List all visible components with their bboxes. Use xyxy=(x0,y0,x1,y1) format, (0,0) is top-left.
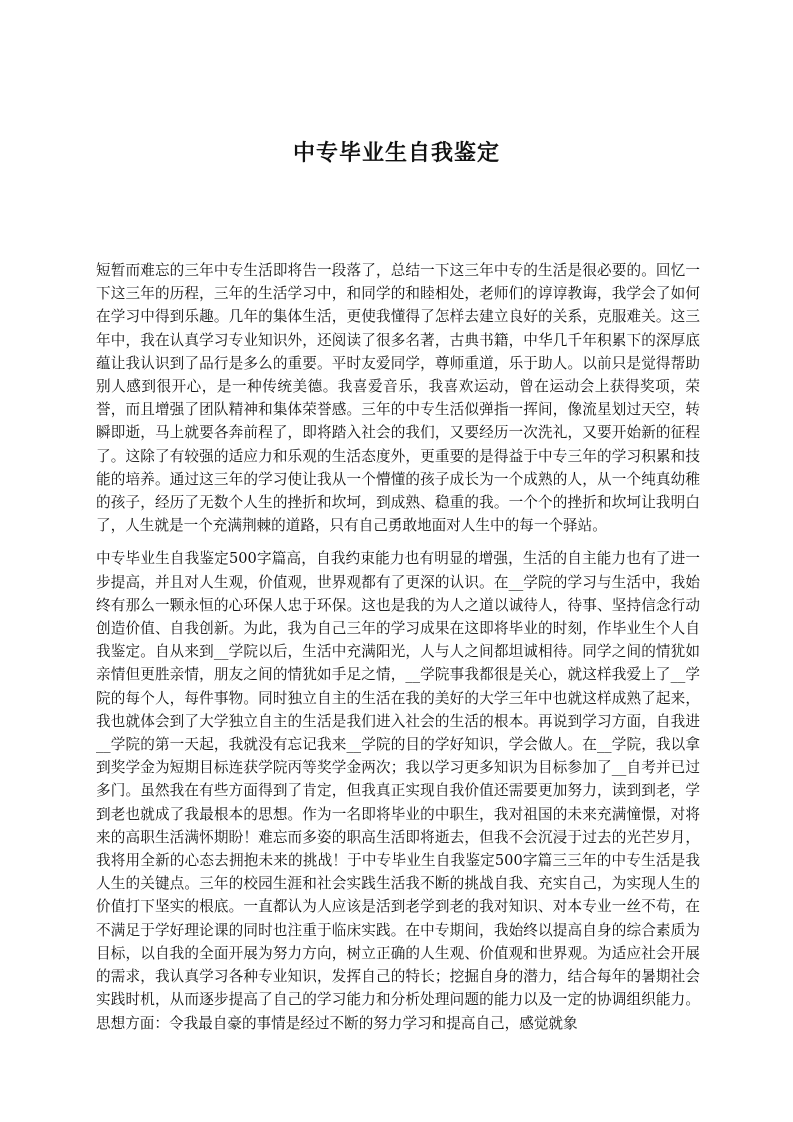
paragraph-2: 中专毕业生自我鉴定500字篇高，自我约束能力也有明显的增强，生活的自主能力也有了进一步提高，并且对人生观，价值观，世界观都有了更深的认识。在__学院的学习与生活中，我始终有那么一颗永恒的心环保人忠于环保。这也是我的为人之道以诚待人，待事、坚持信念行动创造价值、自我创新。为此，我为自己三年的学习成果在这即将毕业的时刻，作毕业生个人自我鉴定。自从来到__学院以后，生活中充满阳光，人与人之间都坦诚相待。同学之间的情犹如亲情但更胜亲情，朋友之间的情犹如手足之情，__学院事我都很是关心，就这样我爱上了__学院的每个人，每件事物。同时独立自主的生活在我的美好的大学三年中也就这样成熟了起来，我也就体会到了大学独立自主的生活是我们进入社会的生活的根本。再说到学习方面，自我进__学院的第一天起，我就没有忘记我来__学院的目的学好知识，学会做人。在__学院，我以拿到奖学金为短期目标连获学院丙等奖学金两次；我以学习更多知识为目标参加了__自考并已过多门。虽然我在有些方面得到了肯定，但我真正实现自我价值还需要更加努力，读到到老，学到老也就成了我最根本的思想。作为一名即将毕业的中职生，我对祖国的未来充满憧憬，对将来的高职生活满怀期盼！难忘而多姿的职高生活即将逝去，但我不会沉浸于过去的光芒岁月，我将用全新的心态去拥抱未来的挑战！于中专毕业生自我鉴定500字篇三三年的中专生活是我人生的关键点。三年的校园生涯和社会实践生活我不断的挑战自我、充实自己，为实现人生的价值打下坚实的根底。一直都认为人应该是活到老学到老的我对知识、对本专业一丝不苟，在不满足于学好理论课的同时也注重于临床实践。在中专期间，我始终以提高自身的综合素质为目标，以自我的全面开展为努力方向，树立正确的人生观、价值观和世界观。为适应社会开展的需求，我认真学习各种专业知识，发挥自己的特长；挖掘自身的潜力，结合每年的暑期社会实践时机，从而逐步提高了自己的学习能力和分析处理问题的能力以及一定的协调组织能力。思想方面：令我最自豪的事情是经过不断的努力学习和提高自己，感觉就象 xyxy=(96,550,700,1032)
document-title: 中专毕业生自我鉴定 xyxy=(292,141,500,166)
paragraph-1: 短暂而难忘的三年中专生活即将告一段落了，总结一下这三年中专的生活是很必要的。回忆一下这三年的历程，三年的生活学习中，和同学的和睦相处，老师们的谆谆教诲，我学会了如何在学习中得到乐趣。几年的集体生活，更使我懂得了怎样去建立良好的关系，克服难关。这三年中，我在认真学习专业知识外，还阅读了很多名著，古典书籍，中华几千年积累下的深厚底蕴让我认识到了品行是多么的重要。平时友爱同学，尊师重道，乐于助人。以前只是觉得帮助别人感到很开心，是一种传统美德。我喜爱音乐，我喜欢运动，曾在运动会上获得奖项，荣誉，而且增强了团队精神和集体荣誉感。三年的中专生活似弹指一挥间，像流星划过天空，转瞬即逝，马上就要各奔前程了，即将踏入社会的我们，又要经历一次洗礼，又要开始新的征程了。这除了有较强的适应力和乐观的生活态度外，更重要的是得益于中专三年的学习积累和技能的培养。通过这三年的学习使让我从一个懵懂的孩子成长为一个成熟的人，从一个纯真幼稚的孩子，经历了无数个人生的挫折和坎坷，到成熟、稳重的我。一个个的挫折和坎坷让我明白了，人生就是一个充满荆棘的道路，只有自己勇敢地面对人生中的每一个驿站。 xyxy=(96,262,700,535)
document-body xyxy=(96,259,700,1035)
